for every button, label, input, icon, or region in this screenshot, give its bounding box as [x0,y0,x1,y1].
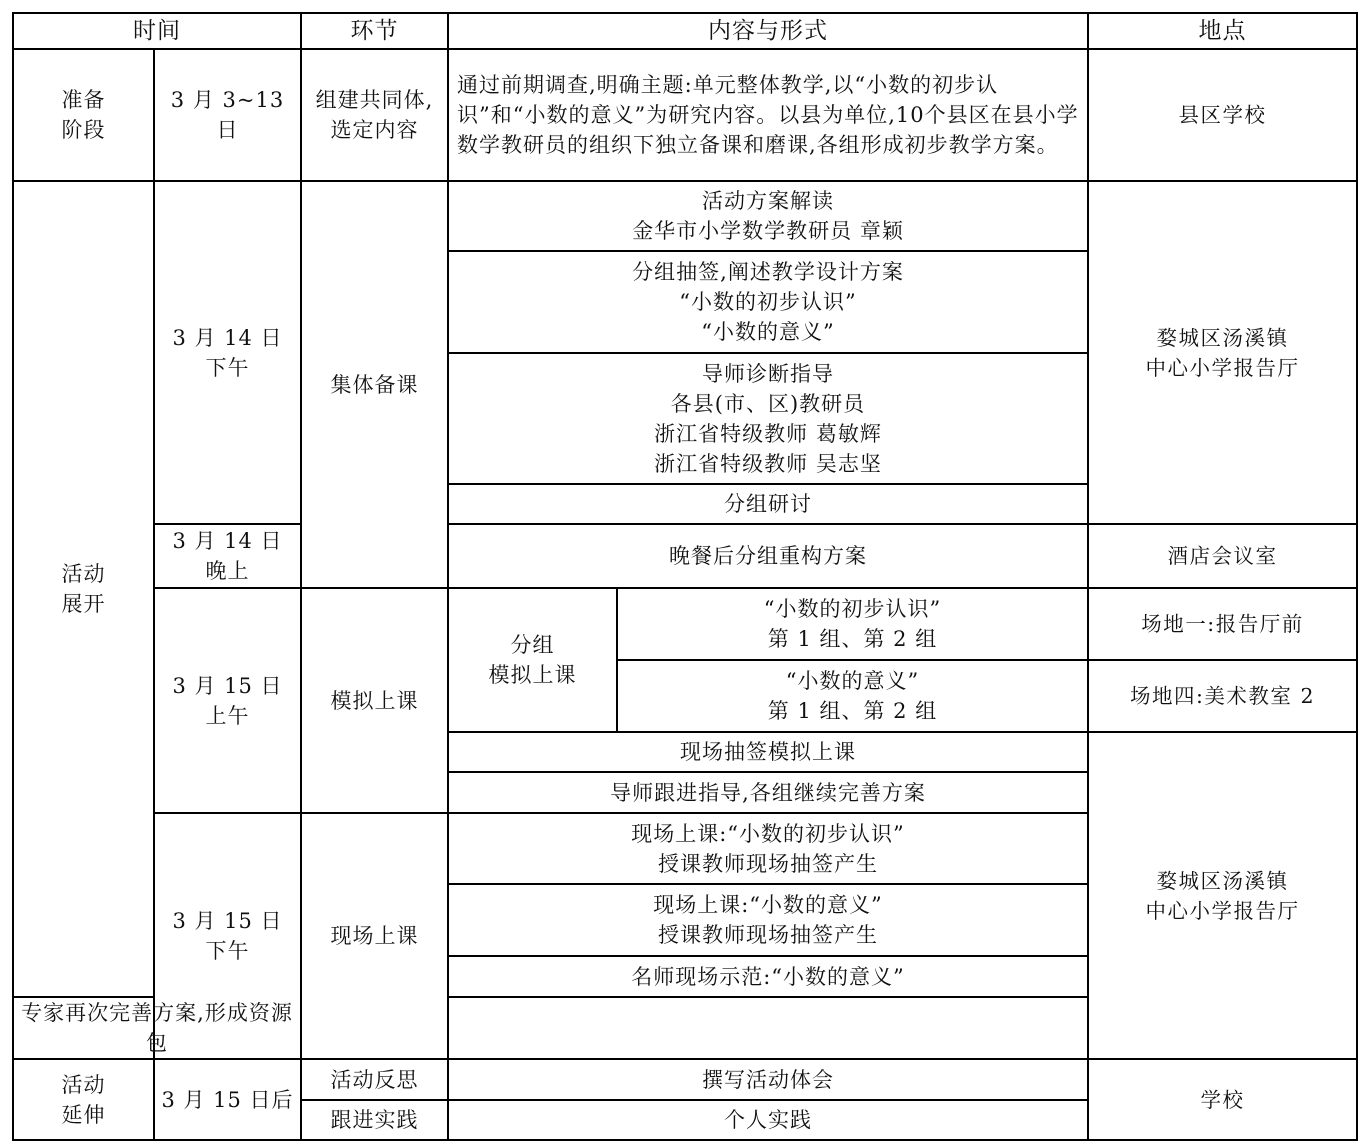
content-cell: 活动方案解读 金华市小学数学教研员 章颖 [448,181,1088,251]
content-cell: 导师跟进指导,各组继续完善方案 [448,772,1088,813]
place-cell: 场地四:美术教室 2 [1088,660,1357,732]
step-cell: 跟进实践 [301,1100,448,1140]
content-cell: 撰写活动体会 [448,1059,1088,1100]
place-cell: 县区学校 [1088,49,1357,181]
date-cell: 3 月 15 日 上午 [154,588,301,813]
content-cell: 分组研讨 [448,484,1088,524]
header-content: 内容与形式 [448,13,1088,49]
step-cell: 模拟上课 [301,588,448,813]
phase-prep: 准备 阶段 [13,49,154,181]
content-cell: 导师诊断指导 各县(市、区)教研员 浙江省特级教师 葛敏辉 浙江省特级教师 吴志坚 [448,353,1088,484]
content-cell: 分组抽签,阐述教学设计方案 “小数的初步认识” “小数的意义” [448,251,1088,353]
content-cell: 现场上课:“小数的意义” 授课教师现场抽签产生 [448,884,1088,956]
table-row [13,49,1357,181]
content-cell: 名师现场示范:“小数的意义” [448,956,1088,997]
header-row [13,13,1357,49]
date-cell: 3 月 15 日后 [154,1059,301,1140]
place-cell: 婺城区汤溪镇 中心小学报告厅 [1088,732,1357,1059]
step-cell: 现场上课 [301,813,448,1059]
table-row [13,181,1357,251]
step-cell: 组建共同体, 选定内容 [301,49,448,181]
date-cell: 3 月 14 日 晚上 [154,524,301,588]
content-cell: 通过前期调查,明确主题:单元整体教学,以“小数的初步认识”和“小数的意义”为研究内容。以县为单位,10个县区在县小学数学教研员的组织下独立备课和磨课,各组形成初步教学方案。 [448,49,1088,181]
header-time: 时间 [13,13,301,49]
content-cell: 个人实践 [448,1100,1088,1140]
content-cell: 现场抽签模拟上课 [448,732,1088,772]
date-cell: 3 月 3~13 日 [154,49,301,181]
content-cell: “小数的初步认识” 第 1 组、第 2 组 [617,588,1088,660]
table-row [13,1059,1357,1100]
step-cell: 活动反思 [301,1059,448,1100]
content-cell: 现场上课:“小数的初步认识” 授课教师现场抽签产生 [448,813,1088,884]
content-group-cell: 分组 模拟上课 [448,588,617,732]
place-cell: 酒店会议室 [1088,524,1357,588]
table-row [13,588,1357,660]
place-cell: 场地一:报告厅前 [1088,588,1357,660]
place-cell: 婺城区汤溪镇 中心小学报告厅 [1088,181,1357,524]
header-place: 地点 [1088,13,1357,49]
table-row [13,524,1357,588]
phase-expand: 活动 展开 [13,181,154,997]
header-step: 环节 [301,13,448,49]
content-cell: 专家再次完善方案,形成资源包 [13,997,301,1059]
content-cell: 晚餐后分组重构方案 [448,524,1088,588]
content-cell: “小数的意义” 第 1 组、第 2 组 [617,660,1088,732]
schedule-table [12,12,1358,1141]
date-cell: 3 月 14 日 下午 [154,181,301,524]
phase-extend: 活动 延伸 [13,1059,154,1140]
place-cell: 学校 [1088,1059,1357,1140]
step-cell: 集体备课 [301,181,448,588]
date-cell: 3 月 15 日 下午 [154,813,301,1059]
